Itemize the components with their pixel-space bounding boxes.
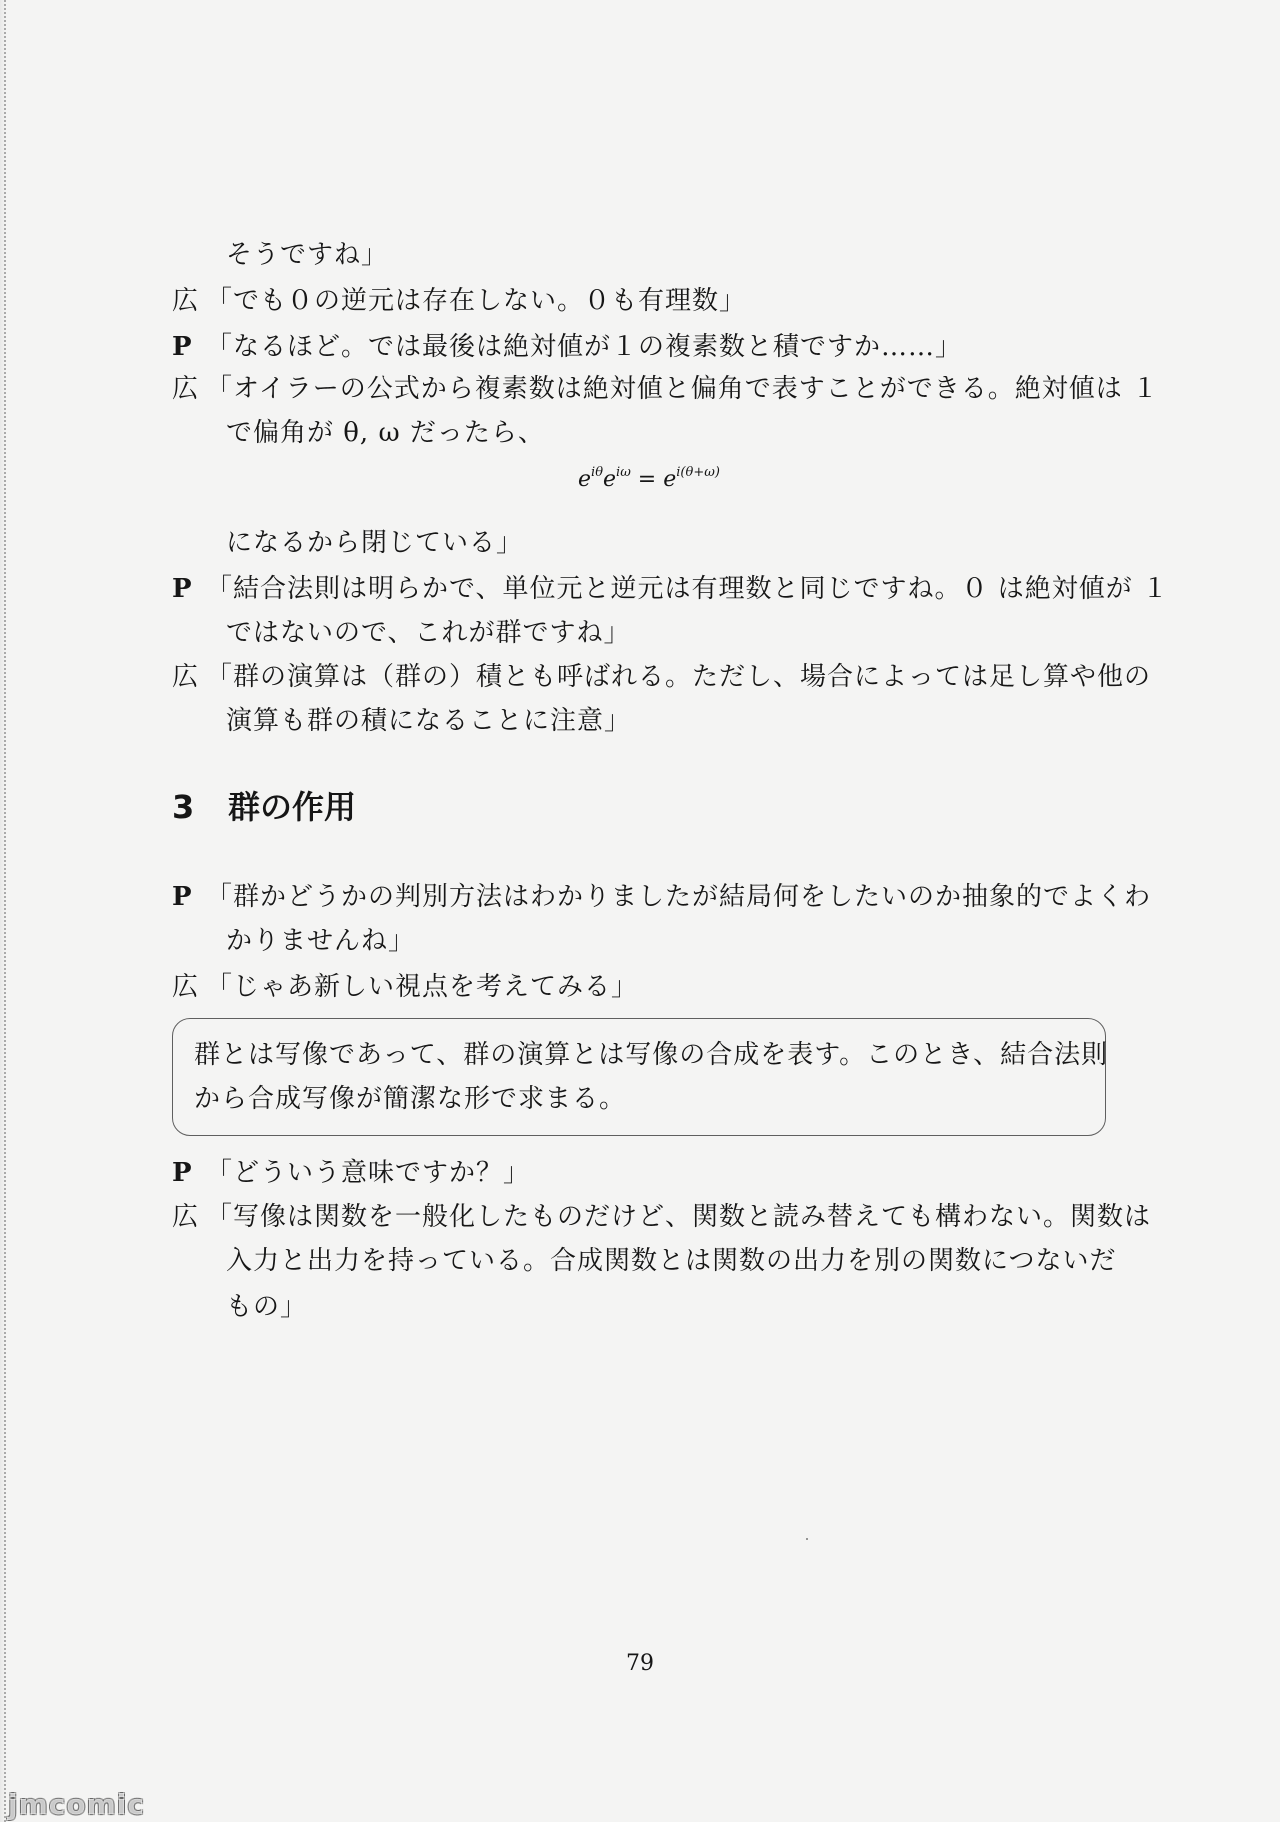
speaker-label: P [172,1158,193,1188]
boxed-statement-line: から合成写像が簡潔な形で求まる。 [194,1084,627,1114]
dialogue-continuation: で偏角が θ, ω だったら、 [226,418,545,448]
speaker-label: P [172,332,193,362]
dialogue-continuation: になるから閉じている」 [226,528,524,558]
speaker-label: 広 [172,972,200,1002]
math-equation: $e^{i\theta}e^{i\omega} = e^{i(\theta+\omega)}$ [578,465,720,492]
page-number: 79 [626,1651,654,1676]
binding-edge [0,0,6,1822]
dialogue-continuation: そうですね」 [226,240,389,270]
dialogue-continuation: 入力と出力を持っている。合成関数とは関数の出力を別の関数につないだ [226,1246,1117,1276]
dialogue-text: 「群かどうかの判別方法はわかりましたが結局何をしたいのか抽象的でよくわ [206,882,1152,912]
dialogue-text: 「でも０の逆元は存在しない。０も有理数」 [206,286,747,316]
scan-speck [806,1538,808,1540]
dialogue-continuation: ではないので、これが群ですね」 [226,618,631,648]
dialogue-continuation: 演算も群の積になることに注意」 [226,706,632,736]
dialogue-continuation: もの」 [226,1292,308,1322]
speaker-label: 広 [172,374,200,404]
section-number: 3 [172,788,195,826]
dialogue-text: 「写像は関数を一般化したものだけど、関数と読み替えても構わない。関数は [206,1202,1152,1232]
watermark: jmcomic [8,1788,145,1821]
speaker-label: P [172,882,193,912]
speaker-label: 広 [172,1202,200,1232]
dialogue-text: 「結合法則は明らかで、単位元と逆元は有理数と同じですね。０ は絶対値が １ [206,574,1170,604]
dialogue-text: 「群の演算は（群の）積とも呼ばれる。ただし、場合によっては足し算や他の [206,662,1152,692]
dialogue-text: 「オイラーの公式から複素数は絶対値と偏角で表すことができる。絶対値は １ [206,374,1159,404]
dialogue-continuation: かりませんね」 [226,926,416,956]
speaker-label: 広 [172,662,200,692]
dialogue-text: 「なるほど。では最後は絶対値が１の複素数と積ですか……」 [206,332,963,362]
speaker-label: P [172,574,193,604]
boxed-statement-line: 群とは写像であって、群の演算とは写像の合成を表す。このとき、結合法則 [194,1040,1109,1070]
dialogue-text: 「じゃあ新しい視点を考えてみる」 [206,972,639,1002]
speaker-label: 広 [172,286,200,316]
section-title: 群の作用 [228,788,357,826]
dialogue-text: 「どういう意味ですか？」 [206,1158,531,1188]
section-heading [172,786,356,828]
